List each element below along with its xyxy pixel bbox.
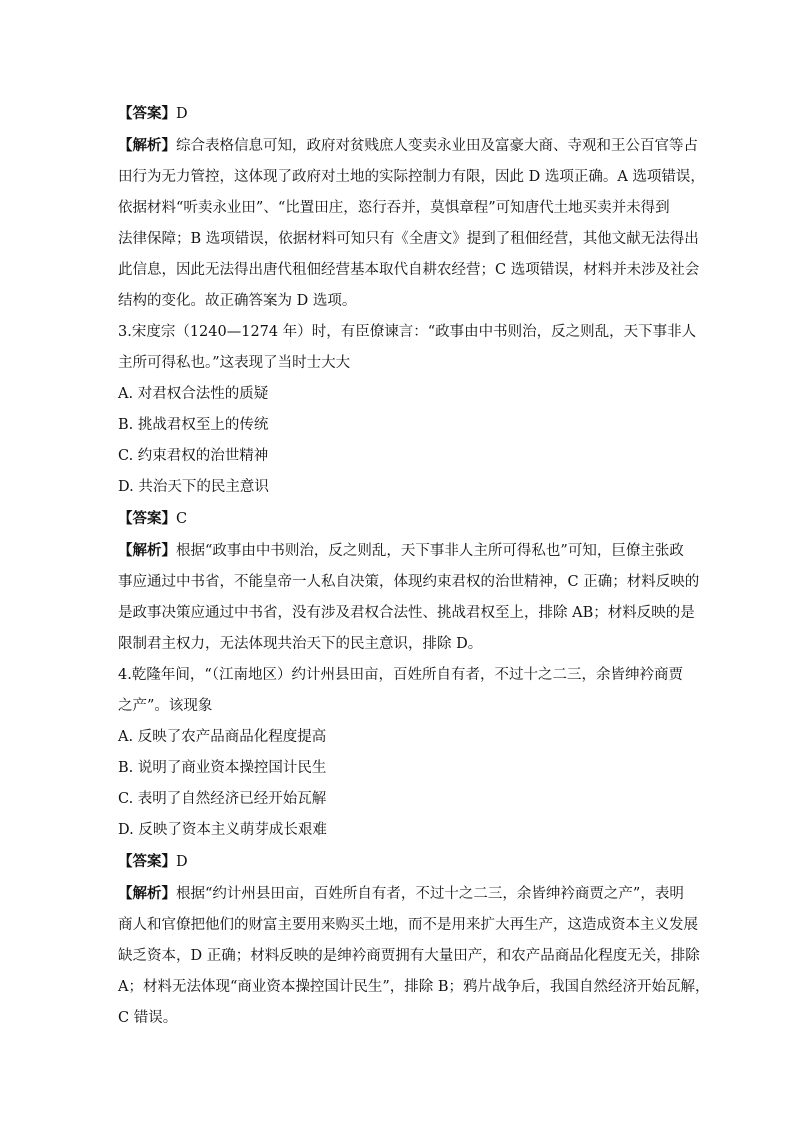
analysis-label: 【解析】 xyxy=(118,885,176,902)
analysis-block xyxy=(118,878,710,1034)
analysis-line: 事应通过中书省，不能皇帝一人私自决策，体现约束君权的治世精神，C 正确；材料反映的 xyxy=(118,574,700,590)
option-c: C. 表明了自然经济已经开始瓦解 xyxy=(118,791,327,807)
option-d: D. 共治天下的民主意识 xyxy=(118,479,269,495)
analysis-line: 商人和官僚把他们的财富主要用来购买土地，而不是用来扩大再生产，这造成资本主义发展 xyxy=(118,917,698,933)
answer-block xyxy=(118,98,680,130)
question-4 xyxy=(118,660,683,846)
question-stem-line: 4.乾隆年间，“（江南地区）约计州县田亩，百姓所自有者，不过十之二三，余皆绅衿商贾 xyxy=(118,667,683,683)
answer-label: 【答案】 xyxy=(118,510,176,527)
analysis-block xyxy=(118,535,700,660)
document-content xyxy=(118,98,710,1034)
answer-value: C xyxy=(176,511,188,527)
analysis-line: 法律保障；B 选项错误，依据材料可知只有《全唐文》提到了租佃经营，其他文献无法得出 xyxy=(118,231,699,247)
analysis-line: 限制君主权力，无法体现共治天下的民主意识，排除 D。 xyxy=(118,636,483,652)
analysis-label: 【解析】 xyxy=(118,137,176,154)
option-b: B. 说明了商业资本操控国计民生 xyxy=(118,760,327,776)
question-3 xyxy=(118,317,697,503)
analysis-line: A；材料无法体现“商业资本操控国计民生”，排除 B；鸦片战争后，我国自然经济开始瓦解， xyxy=(118,979,710,995)
option-b: B. 挑战君权至上的传统 xyxy=(118,417,269,433)
option-a: A. 反映了农产品商品化程度提高 xyxy=(118,729,327,745)
answer-value: D xyxy=(176,854,188,870)
analysis-line: C 错误。 xyxy=(118,1010,178,1026)
analysis-line: 依据材料“听卖永业田”、“比置田庄，恣行吞并，莫惧章程”可知唐代土地买卖并未得到 xyxy=(118,200,670,216)
analysis-line: 结构的变化。故正确答案为 D 选项。 xyxy=(118,293,357,309)
answer-label: 【答案】 xyxy=(118,105,176,122)
answer-block xyxy=(118,846,680,878)
question-stem-line: 3.宋度宗（1240—1274 年）时，有臣僚谏言：“政事由中书则治，反之则乱，天下事非人 xyxy=(118,324,697,340)
analysis-line: 综合表格信息可知，政府对贫贱庶人变卖永业田及富豪大商、寺观和王公百官等占 xyxy=(176,138,698,154)
analysis-label: 【解析】 xyxy=(118,542,176,559)
question-stem-line: 主所可得私也。”这表现了当时士大大 xyxy=(118,355,351,371)
answer-block xyxy=(118,503,680,535)
analysis-line: 田行为无力管控，这体现了政府对土地的实际控制力有限，因此 D 选项正确。A 选项错误， xyxy=(118,169,705,185)
analysis-line: 根据“政事由中书则治，反之则乱，天下事非人主所可得私也”可知，巨僚主张政 xyxy=(176,543,684,559)
analysis-line: 缺乏资本，D 正确；材料反映的是绅衿商贾拥有大量田产，和农产品商品化程度无关，排除 xyxy=(118,948,700,964)
analysis-line: 是政事决策应通过中书省，没有涉及君权合法性、挑战君权至上，排除 AB；材料反映的是 xyxy=(118,605,695,621)
option-a: A. 对君权合法性的质疑 xyxy=(118,386,269,402)
option-c: C. 约束君权的治世精神 xyxy=(118,448,269,464)
question-stem-line: 之产”。该现象 xyxy=(118,698,213,714)
answer-label: 【答案】 xyxy=(118,853,176,870)
analysis-block xyxy=(118,130,705,317)
answer-value: D xyxy=(176,106,188,122)
analysis-line: 此信息，因此无法得出唐代租佃经营基本取代自耕农经营；C 选项错误，材料并未涉及社会 xyxy=(118,262,700,278)
option-d: D. 反映了资本主义萌芽成长艰难 xyxy=(118,822,327,838)
analysis-line: 根据“约计州县田亩，百姓所自有者，不过十之二三，余皆绅衿商贾之产”，表明 xyxy=(176,886,684,902)
